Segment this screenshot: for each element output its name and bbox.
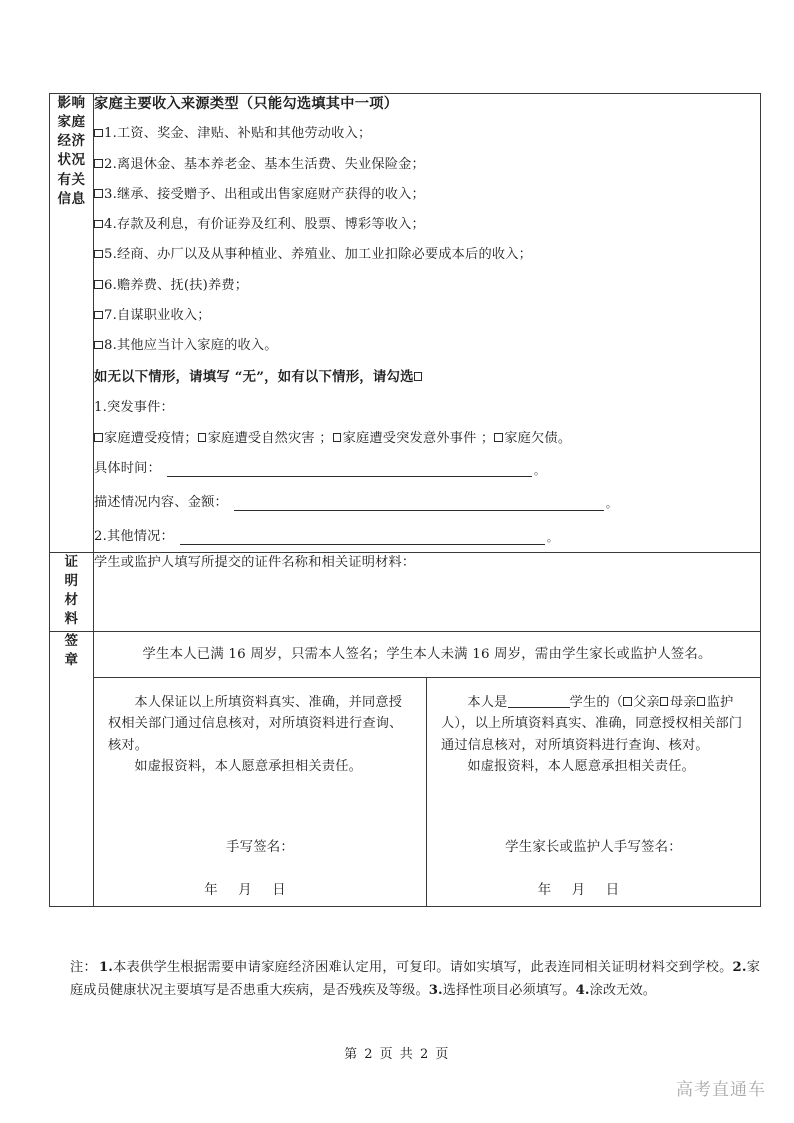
- signature-columns: [94, 678, 760, 906]
- guardian-declaration-paragraph-1: [441, 692, 746, 756]
- date-month-label: 月: [571, 882, 586, 898]
- income-option-4[interactable]: [94, 215, 760, 235]
- student-declaration-box: [94, 678, 427, 906]
- income-option-2[interactable]: [94, 155, 760, 175]
- guardian-signature-area: [441, 836, 746, 898]
- checkbox-icon[interactable]: [94, 159, 103, 168]
- student-signature-area: [108, 836, 412, 898]
- footnote-number: 2.: [732, 960, 747, 975]
- field-trailing-punctuation: 。: [546, 531, 559, 545]
- footnote-number: 4.: [575, 982, 590, 998]
- field-other-circumstances: [94, 527, 760, 548]
- student-signature-label[interactable]: 手写签名：: [226, 839, 294, 855]
- table-row-income-info: [50, 94, 761, 553]
- row-label-line: 信息: [57, 190, 86, 207]
- guardian-student-name-input[interactable]: [508, 707, 570, 708]
- row-label-line: 经济: [57, 133, 86, 150]
- income-option-label: 5.经商、办厂以及从事种植业、养殖业、加工业扣除必要成本后的收入；: [104, 247, 532, 263]
- checkbox-icon[interactable]: [414, 372, 423, 381]
- guardian-decl-text-b: 学生的（: [569, 694, 624, 710]
- guardian-declaration-box: [427, 678, 760, 906]
- checkbox-icon[interactable]: [660, 697, 669, 706]
- checkbox-icon[interactable]: [494, 433, 503, 442]
- date-day-label: 日: [272, 882, 286, 898]
- checkbox-icon[interactable]: [697, 697, 706, 706]
- emergency-option-label: 家庭遭受疫情；: [104, 430, 198, 446]
- checkbox-icon[interactable]: [94, 433, 103, 442]
- field-event-description-amount: [94, 493, 760, 514]
- event-description-input[interactable]: [234, 497, 604, 511]
- relation-option-label: 监护人: [441, 694, 734, 732]
- footnote-text: 涂改无效。: [589, 982, 657, 998]
- row-label-line: 签: [64, 632, 79, 649]
- date-year-label: 年: [204, 882, 218, 898]
- page-number: 第 2 页 共 2 页: [344, 1047, 450, 1062]
- guardian-decl-text-a: 本人是: [467, 694, 508, 710]
- income-option-8[interactable]: [94, 336, 760, 356]
- income-option-label: 3.继承、接受赠予、出租或出售家庭财产获得的收入；: [104, 186, 425, 202]
- checkbox-icon[interactable]: [94, 341, 103, 350]
- guardian-signature-date[interactable]: [441, 879, 746, 898]
- field-trailing-punctuation: 。: [533, 463, 546, 477]
- footnote: [70, 957, 760, 1002]
- checkbox-icon[interactable]: [94, 250, 103, 259]
- row-label-line: 证: [64, 553, 79, 570]
- date-year-label: 年: [537, 882, 552, 898]
- relation-option-label: 父亲: [633, 694, 660, 710]
- emergency-event-options: [94, 429, 760, 449]
- income-option-3[interactable]: [94, 185, 760, 205]
- field-event-time: [94, 459, 760, 480]
- income-option-label: 1.工资、奖金、津贴、补贴和其他劳动收入；: [104, 126, 372, 142]
- emergency-option-label: 家庭遭受突发意外事件 ；: [342, 430, 495, 446]
- checkbox-icon[interactable]: [94, 220, 103, 229]
- student-signature-date[interactable]: [108, 879, 412, 898]
- other-circumstances-input[interactable]: [180, 531, 545, 545]
- date-day-label: 日: [605, 882, 620, 898]
- checkbox-icon[interactable]: [94, 129, 103, 138]
- row-label-line: 家庭: [57, 114, 86, 131]
- footnote-text: 选择性项目必须填写。: [442, 982, 576, 998]
- event-time-input[interactable]: [167, 463, 532, 477]
- proof-materials-cell[interactable]: [94, 552, 761, 631]
- footnote-text: 家庭成员健康状况主要填写是否患重大疾病，是否残疾及等级。: [70, 960, 760, 998]
- guardian-decl-text-c: ），以上所填资料真实、准确，同意授权相关部门通过信息核对，对所填资料进行查询、核对。: [441, 716, 743, 753]
- footnote-number: 1.: [98, 960, 113, 975]
- guardian-declaration-paragraph-2: 如虚报资料，本人愿意承担相关责任。: [467, 759, 695, 774]
- emergency-option-label: 家庭遭受自然灾害 ；: [207, 430, 333, 446]
- special-circumstance-instruction: [94, 367, 760, 387]
- guardian-signature-label[interactable]: 学生家长或监护人手写签名：: [505, 839, 682, 855]
- emergency-event-heading: 1.突发事件：: [94, 399, 174, 415]
- row-label-line: 章: [64, 651, 79, 668]
- row-label-proof-materials: [50, 552, 94, 631]
- special-circumstance-instruction-text: 如无以下情形，请填写 “无”，如有以下情形，请勾选: [94, 368, 414, 385]
- row-label-income-info: [50, 94, 94, 553]
- table-row-signature: [50, 631, 761, 906]
- income-option-1[interactable]: [94, 124, 760, 144]
- application-form-table: [49, 93, 761, 907]
- row-label-line: 状况: [57, 152, 86, 169]
- income-section-title: 家庭主要收入来源类型（只能勾选填其中一项）: [94, 96, 399, 112]
- footnote-head: 注：: [70, 960, 97, 975]
- income-option-label: 7.自谋职业收入；: [104, 308, 211, 324]
- watermark: 高考直通车: [676, 1080, 766, 1100]
- field-label: 具体时间：: [94, 461, 161, 477]
- signature-cell: [94, 631, 761, 906]
- row-label-line: 明: [64, 572, 79, 589]
- income-info-cell: [94, 94, 761, 553]
- date-month-label: 月: [238, 882, 252, 898]
- student-declaration-paragraph-1: 本人保证以上所填资料真实、准确，并同意授权相关部门通过信息核对，对所填资料进行查询、核对。: [108, 694, 403, 753]
- checkbox-icon[interactable]: [333, 433, 342, 442]
- footnote-number: 3.: [428, 982, 443, 998]
- row-label-line: 有关: [57, 171, 86, 188]
- checkbox-icon[interactable]: [198, 433, 207, 442]
- row-label-line: 料: [64, 611, 79, 628]
- income-option-7[interactable]: [94, 306, 760, 326]
- checkbox-icon[interactable]: [94, 189, 103, 198]
- row-label-line: 材: [64, 592, 79, 609]
- proof-materials-prompt: 学生或监护人填写所提交的证件名称和相关证明材料：: [94, 554, 416, 570]
- emergency-option-label: 家庭欠债。: [504, 430, 572, 446]
- income-option-5[interactable]: [94, 245, 760, 265]
- row-label-line: 影响: [57, 95, 86, 111]
- checkbox-icon[interactable]: [623, 697, 632, 706]
- income-option-label: 6.赡养费、抚(扶)养费；: [104, 277, 249, 293]
- field-trailing-punctuation: 。: [605, 497, 618, 511]
- income-option-label: 2.离退休金、基本养老金、基本生活费、失业保险金；: [104, 156, 425, 172]
- income-option-label: 8.其他应当计入家庭的收入。: [104, 338, 278, 354]
- row-label-signature: [50, 631, 94, 906]
- relation-option-label: 母亲: [669, 694, 697, 710]
- income-option-6[interactable]: [94, 276, 760, 296]
- checkbox-icon[interactable]: [94, 311, 103, 320]
- footnote-text: 本表供学生根据需要申请家庭经济困难认定用，可复印。请如实填写，此表连同相关证明材料交到学校。: [112, 960, 733, 975]
- table-row-proof-materials: [50, 552, 761, 631]
- field-label: 2.其他情况：: [94, 528, 174, 544]
- income-option-label: 4.存款及利息，有价证券及红利、股票、博彩等收入；: [104, 217, 425, 233]
- checkbox-icon[interactable]: [94, 280, 103, 289]
- field-label: 描述情况内容、金额：: [94, 495, 228, 511]
- signature-age-note: 学生本人已满 16 周岁，只需本人签名；学生本人未满 16 周岁，需由学生家长或监护人签名。: [94, 632, 760, 678]
- student-declaration-paragraph-2: 如虚报资料，本人愿意承担相关责任。: [134, 759, 362, 774]
